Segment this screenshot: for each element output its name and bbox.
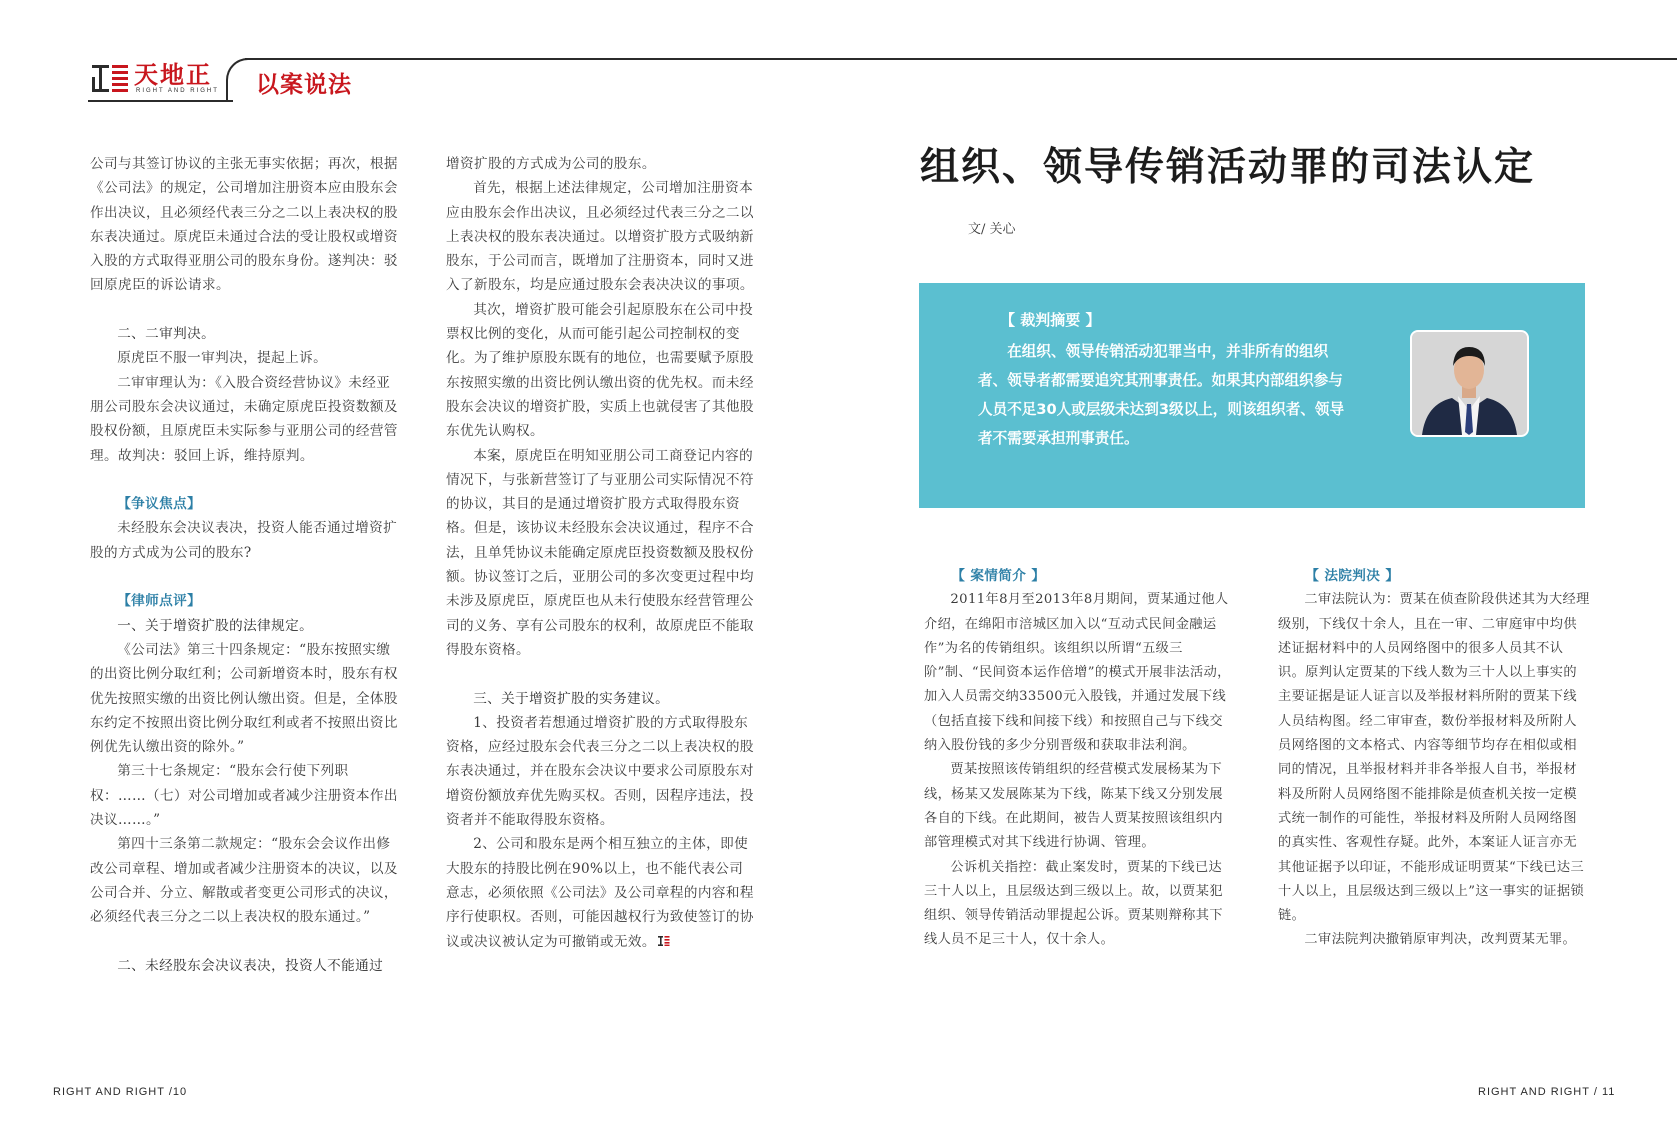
paragraph: 公诉机关指控：截止案发时，贾某的下线已达三十人以上，且层级达到三级以上。故，以贾某犯组织、领导传销活动罪提起公诉。贾某则辩称其下线人员不足三十人，仅十余人。 (924, 859, 1223, 948)
paragraph: 未经股东会决议表决，投资人能否通过增资扩股的方式成为公司的股东? (90, 520, 398, 561)
end-mark-icon (658, 935, 670, 947)
paragraph: 1、投资者若想通过增资扩股的方式取得股东资格，应经过股东会代表三分之二以上表决权的股东表决通过，并在股东会决议中要求公司原股东对增资份额放弃优先购买权。否则，因程序违法，投资者并不能取得股东资格。 (446, 714, 754, 829)
paragraph: 2、公司和股东是两个相互独立的主体，即使大股东的持股比例在90%以上，也不能代表公司意志，必须依照《公司法》及公司章程的内容和程序行使职权。否则，可能因越权行为致使签订的协议或决议被认定为可撤销或无效。 (446, 836, 754, 950)
subheading-second-trial: 二、二审判决。 (117, 326, 216, 343)
author-portrait (1410, 330, 1529, 437)
paragraph: 首先，根据上述法律规定，公司增加注册资本应由股东会作出决议，且必须经过代表三分之二以上表决权的股东表决通过。以增资扩股方式吸纳新股东，于公司而言，既增加了注册资本，同时又进入了新股东，均是应通过股东会表决决议的事项。 (446, 180, 754, 294)
paragraph: 其次，增资扩股可能会引起原股东在公司中投票权比例的变化，从而可能引起公司控制权的变化。为了维护原股东既有的地位，也需要赋予原股东按照实缴的出资比例认缴出资的优先权。而未经股东会决议的增资扩股，实质上也就侵害了其他股东优先认购权。 (446, 301, 754, 440)
logo-mark-icon (90, 62, 130, 96)
footer-left-page-number: RIGHT AND RIGHT /10 (53, 1086, 188, 1098)
paragraph: 本案，原虎臣在明知亚朋公司工商登记内容的情况下，与张新营签订了与亚朋公司实际情况不符的协议，其目的是通过增资扩股方式取得股东资格。但是，该协议未经股东会决议通过，程序不合法，且单凭协议未能确定原虎臣投资数额及股权份额。协议签订之后，亚朋公司的多次变更过程中均未涉及原虎臣，原虎臣也从未行使股东经营管理公司的义务、享有公司股东的权利，故原虎臣不能取得股东资格。 (446, 447, 754, 658)
section-title: 以案说法 (256, 72, 352, 98)
subheading: 二、未经股东会决议表决，投资人不能通过 (117, 957, 384, 974)
brand-logo (88, 58, 233, 100)
logo-underline (88, 100, 233, 102)
logo-text: 天地正 (134, 60, 212, 89)
subheading: 三、关于增资扩股的实务建议。 (473, 690, 670, 707)
paragraph: 二审审理认为：《入股合资经营协议》未经亚朋公司股东会决议通过，未确定原虎臣投资数额及股权份额，且原虎臣未实际参与亚朋公司的经营管理。故判决：驳回上诉，维持原判。 (90, 374, 398, 464)
paragraph: 增资扩股的方式成为公司的股东。 (446, 156, 656, 172)
summary-text: 在组织、领导传销活动犯罪当中，并非所有的组织者、领导者都需要追究其刑事责任。如果其内部组织参与人员不足30人或层级未达到3级以上，则该组织者、领导者不需要承担刑事责任。 (978, 343, 1345, 447)
left-column-2 (446, 152, 756, 954)
logo-subtitle: RIGHT AND RIGHT (136, 88, 219, 94)
heading-court-judgment: 【 法院判决 】 (1305, 568, 1400, 584)
heading-case-brief: 【 案情简介 】 (951, 568, 1046, 584)
right-column-1 (924, 564, 1234, 953)
left-column-1 (90, 152, 402, 978)
subheading: 一、关于增资扩股的法律规定。 (117, 617, 314, 634)
paragraph: 二审法院判决撤销原审判决，改判贾某无罪。 (1304, 932, 1577, 948)
heading-dispute-focus: 【争议焦点】 (117, 496, 202, 513)
paragraph: 2011年8月至2013年8月期间，贾某通过他人介绍，在绵阳市涪城区加入以“互动式民间金融运作”为名的传销组织。该组织以所谓“五级三阶”制、“民间资本运作倍增”的模式开展非法活动，加入人员需交纳33500元入股钱，并通过发展下线（包括直接下线和间接下线）和按照自己与下线交纳入股份钱的多少分别晋级和获取非法利润。 (924, 592, 1231, 754)
article-author: 文/ 关心 (968, 222, 1016, 237)
right-column-2 (1278, 564, 1590, 953)
portrait-photo (1412, 332, 1527, 435)
header-rule (245, 58, 1677, 60)
paragraph: 第三十七条规定：“股东会行使下列职权：……（七）对公司增加或者减少注册资本作出决议……。” (90, 763, 398, 829)
paragraph: 贾某按照该传销组织的经营模式发展杨某为下线，杨某又发展陈某为下线，陈某下线又分别发展各自的下线。在此期间，被告人贾某按照该组织内部管理模式对其下线进行协调、管理。 (924, 762, 1223, 851)
paragraph: 第四十三条第二款规定：“股东会会议作出修改公司章程、增加或者减少注册资本的决议，以及公司合并、分立、解散或者变更公司形式的决议，必须经代表三分之二以上表决权的股东通过。” (90, 836, 398, 926)
summary-label: 【 裁判摘要 】 (1000, 311, 1101, 329)
heading-lawyer-comment: 【律师点评】 (117, 593, 202, 610)
article-title: 组织、领导传销活动罪的司法认定 (920, 144, 1536, 190)
paragraph: 二审法院认为：贾某在侦查阶段供述其为大经理级别，下线仅十余人，且在一审、二审庭审中均供述证据材料中的人员网络图中的很多人员其不认识。原判认定贾某的下线人数为三十人以上事实的主要证据是证人证言以及举报材料所附的贾某下线人员结构图。经二审审查，数份举报材料及所附人员网络图的文本格式、内容等细节均存在相似或相同的情况，且举报材料并非各举报人自书，举报材料及所附人员网络图不能排除是侦查机关按一定模式统一制作的可能性，举报材料及所附人员网络图的真实性、客观性存疑。此外，本案证人证言亦无其他证据予以印证，不能形成证明贾某“下线已达三十人以上，且层级达到三级以上”这一事实的证据锁链。 (1278, 592, 1590, 924)
paragraph: 原虎臣不服一审判决，提起上诉。 (117, 350, 328, 367)
paragraph: 《公司法》第三十四条规定：“股东按照实缴的出资比例分取红利；公司新增资本时，股东有权优先按照实缴的出资比例认缴出资。但是，全体股东约定不按照出资比例分取红利或者不按照出资比例优先认缴出资的除外。” (90, 641, 398, 756)
footer-right-page-number: RIGHT AND RIGHT / 11 (1478, 1086, 1616, 1098)
paragraph: 公司与其签订协议的主张无事实依据；再次，根据《公司法》的规定，公司增加注册资本应由股东会作出决议，且必须经代表三分之二以上表决权的股东表决通过。原虎臣未通过合法的受让股权或增资入股的方式取得亚朋公司的股东身份。遂判决：驳回原虎臣的诉讼请求。 (90, 156, 398, 294)
